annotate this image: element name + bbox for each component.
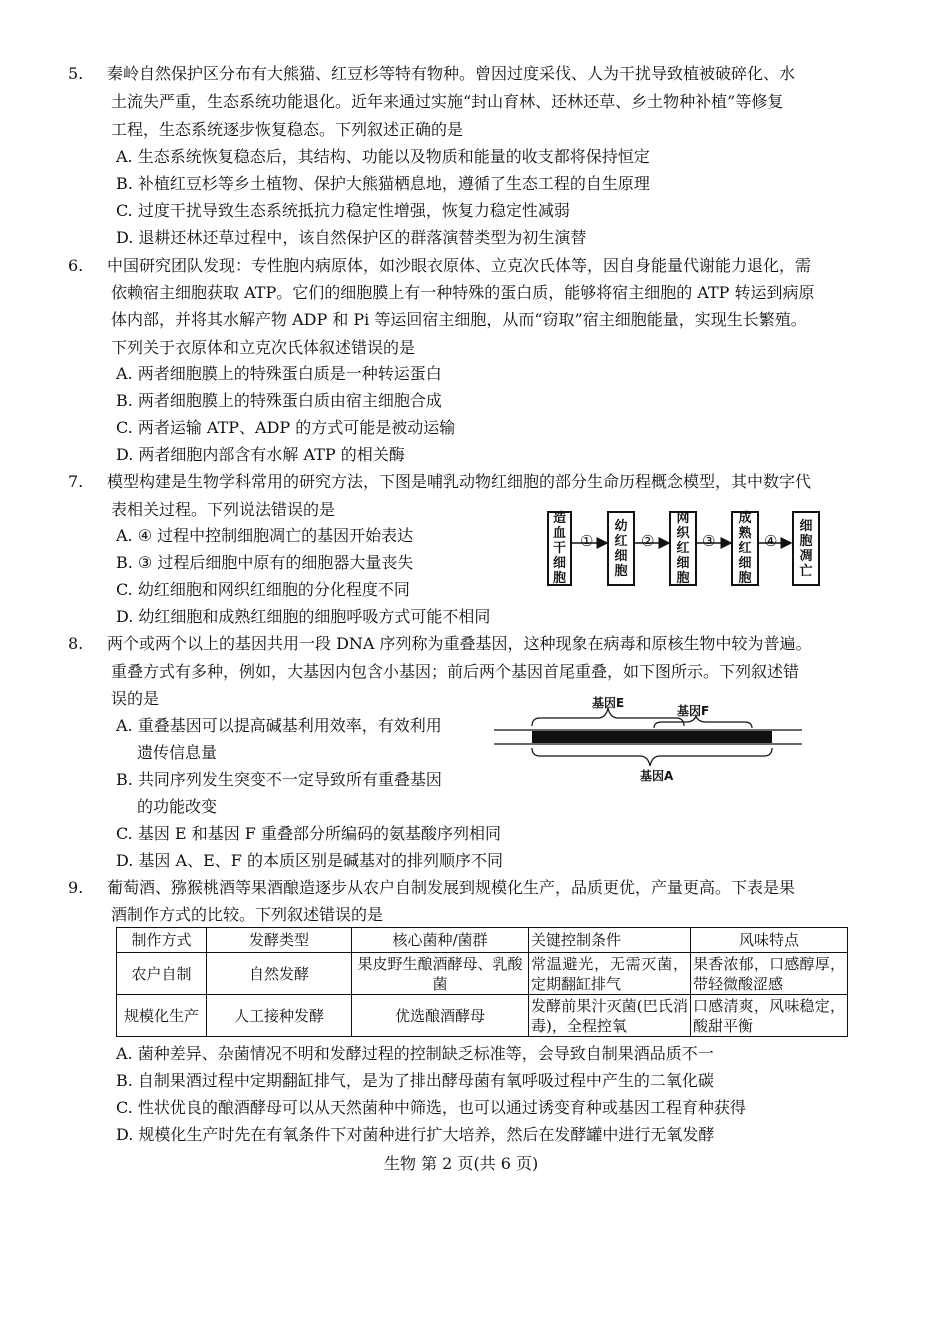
table-header-cell: 核心菌种/菌群 bbox=[352, 928, 529, 953]
option-c: C. 两者运输 ATP、ADP 的方式可能是被动运输 bbox=[116, 418, 456, 437]
table-cell: 果香浓郁，口感醇厚，带轻微酸涩感 bbox=[691, 953, 848, 995]
gene-e-label: 基因E bbox=[592, 696, 625, 710]
table-header-cell: 风味特点 bbox=[691, 928, 848, 953]
option-c: C. 基因 E 和基因 F 重叠部分所编码的氨基酸序列相同 bbox=[116, 824, 501, 843]
question-number: 5. bbox=[68, 64, 84, 83]
table-cell: 自然发酵 bbox=[207, 953, 352, 995]
option-b: B. 补植红豆杉等乡土植物、保护大熊猫栖息地，遵循了生态工程的自生原理 bbox=[116, 174, 650, 193]
option-d: D. 退耕还林还草过程中，该自然保护区的群落演替类型为初生演替 bbox=[116, 228, 587, 247]
question-text: 重叠方式有多种，例如，大基因内包含小基因；前后两个基因首尾重叠，如下图所示。下列叙述错 bbox=[111, 662, 800, 681]
option-d: D. 幼红细胞和成熟红细胞的细胞呼吸方式可能不相同 bbox=[116, 607, 491, 626]
table-cell: 发酵前果汁灭菌(巴氏消毒)，全程控氧 bbox=[529, 995, 691, 1037]
table-cell: 优选酿酒酵母 bbox=[352, 995, 529, 1037]
option-b: B. 自制果酒过程中定期翻缸排气，是为了排出酵母菌有氧呼吸过程中产生的二氧化碳 bbox=[116, 1071, 714, 1090]
question-text: 下列关于衣原体和立克次氏体叙述错误的是 bbox=[111, 338, 416, 357]
option-a: A. 重叠基因可以提高碱基利用效率，有效利用 bbox=[116, 716, 442, 735]
flow-box-reticulocyte: 网织红细胞 bbox=[669, 511, 697, 586]
table-cell: 规模化生产 bbox=[117, 995, 207, 1037]
option-a-cont: 遗传信息量 bbox=[137, 743, 218, 762]
question-text: 两个或两个以上的基因共用一段 DNA 序列称为重叠基因，这种现象在病毒和原核生物中较为普遍。 bbox=[107, 634, 812, 653]
table-header-cell: 关键控制条件 bbox=[529, 928, 691, 953]
flow-box-apoptosis: 细胞凋亡 bbox=[792, 511, 820, 586]
question-text: 土流失严重，生态系统功能退化。近年来通过实施“封山育林、还林还草、乡土物种补植”等修复 bbox=[111, 92, 784, 111]
question-text: 工程，生态系统逐步恢复稳态。下列叙述正确的是 bbox=[111, 120, 464, 139]
option-a: A. 菌种差异、杂菌情况不明和发酵过程的控制缺乏标准等，会导致自制果酒品质不一 bbox=[116, 1044, 714, 1063]
table-row bbox=[117, 953, 848, 995]
question-text: 表相关过程。下列说法错误的是 bbox=[111, 500, 336, 519]
option-b: B. 两者细胞膜上的特殊蛋白质由宿主细胞合成 bbox=[116, 391, 442, 410]
flow-box-mature-erythrocyte: 成熟红细胞 bbox=[731, 511, 759, 586]
gene-a-label: 基因A bbox=[640, 769, 674, 783]
step-label-3: ③ bbox=[702, 532, 716, 550]
option-b: B. 共同序列发生突变不一定导致所有重叠基因 bbox=[116, 770, 442, 789]
question-number: 6. bbox=[68, 256, 84, 275]
table-cell: 常温避光，无需灭菌，定期翻缸排气 bbox=[529, 953, 691, 995]
table-header-row bbox=[117, 928, 848, 953]
option-a: A. ④ 过程中控制细胞凋亡的基因开始表达 bbox=[116, 526, 414, 545]
table-header-cell: 制作方式 bbox=[117, 928, 207, 953]
flow-box-erythroblast: 幼红细胞 bbox=[607, 511, 635, 586]
question-text: 秦岭自然保护区分布有大熊猫、红豆杉等特有物种。曾因过度采伐、人为干扰导致植被破碎化、水 bbox=[107, 64, 796, 83]
step-label-1: ① bbox=[580, 532, 594, 550]
fermentation-comparison-table bbox=[116, 927, 848, 1037]
question-number: 7. bbox=[68, 472, 84, 491]
option-d: D. 两者细胞内部含有水解 ATP 的相关酶 bbox=[116, 445, 405, 464]
table-row bbox=[117, 995, 848, 1037]
gene-f-label: 基因F bbox=[677, 704, 710, 718]
table-header-cell: 发酵类型 bbox=[207, 928, 352, 953]
question-text: 体内部，并将其水解产物 ADP 和 Pi 等运回宿主细胞，从而“窃取”宿主细胞能量，实现生长繁殖。 bbox=[111, 310, 807, 329]
question-text: 依赖宿主细胞获取 ATP。它们的细胞膜上有一种特殊的蛋白质，能够将宿主细胞的 ATP 转运到病原 bbox=[111, 283, 815, 302]
table-cell: 农户自制 bbox=[117, 953, 207, 995]
question-text: 葡萄酒、猕猴桃酒等果酒酿造逐步从农户自制发展到规模化生产，品质更优，产量更高。下表是果 bbox=[107, 878, 796, 897]
gene-a-bar bbox=[532, 731, 772, 743]
question-number: 9. bbox=[68, 878, 84, 897]
table-cell: 果皮野生酿酒酵母、乳酸菌 bbox=[352, 953, 529, 995]
option-b: B. ③ 过程后细胞中原有的细胞器大量丧失 bbox=[116, 553, 414, 572]
question-text: 酒制作方式的比较。下列叙述错误的是 bbox=[111, 905, 384, 924]
option-a: A. 两者细胞膜上的特殊蛋白质是一种转运蛋白 bbox=[116, 364, 442, 383]
table-cell: 口感清爽，风味稳定，酸甜平衡 bbox=[691, 995, 848, 1037]
question-text: 误的是 bbox=[111, 689, 160, 708]
question-number: 8. bbox=[68, 634, 84, 653]
option-b-cont: 的功能改变 bbox=[137, 797, 218, 816]
option-d: D. 规模化生产时先在有氧条件下对菌种进行扩大培养，然后在发酵罐中进行无氧发酵 bbox=[116, 1125, 715, 1144]
table-cell: 人工接种发酵 bbox=[207, 995, 352, 1037]
option-c: C. 幼红细胞和网织红细胞的分化程度不同 bbox=[116, 580, 410, 599]
page-footer: 生物 第 2 页(共 6 页) bbox=[384, 1154, 539, 1173]
option-c: C. 过度干扰导致生态系统抵抗力稳定性增强，恢复力稳定性减弱 bbox=[116, 201, 570, 220]
question-text: 模型构建是生物学科常用的研究方法，下图是哺乳动物红细胞的部分生命历程概念模型，其中数字代 bbox=[107, 472, 812, 491]
gene-a-brace bbox=[532, 748, 772, 766]
option-a: A. 生态系统恢复稳态后，其结构、功能以及物质和能量的收支都将保持恒定 bbox=[116, 147, 650, 166]
question-text: 中国研究团队发现：专性胞内病原体，如沙眼衣原体、立克次氏体等，因自身能量代谢能力退化，需 bbox=[107, 256, 812, 275]
step-label-2: ② bbox=[641, 532, 655, 550]
option-d: D. 基因 A、E、F 的本质区别是碱基对的排列顺序不同 bbox=[116, 851, 503, 870]
step-label-4: ④ bbox=[764, 532, 778, 550]
option-c: C. 性状优良的酿酒酵母可以从天然菌种中筛选，也可以通过诱变育种或基因工程育种获得 bbox=[116, 1098, 746, 1117]
flow-box-hematopoietic-stem-cell: 造血干细胞 bbox=[547, 511, 572, 586]
